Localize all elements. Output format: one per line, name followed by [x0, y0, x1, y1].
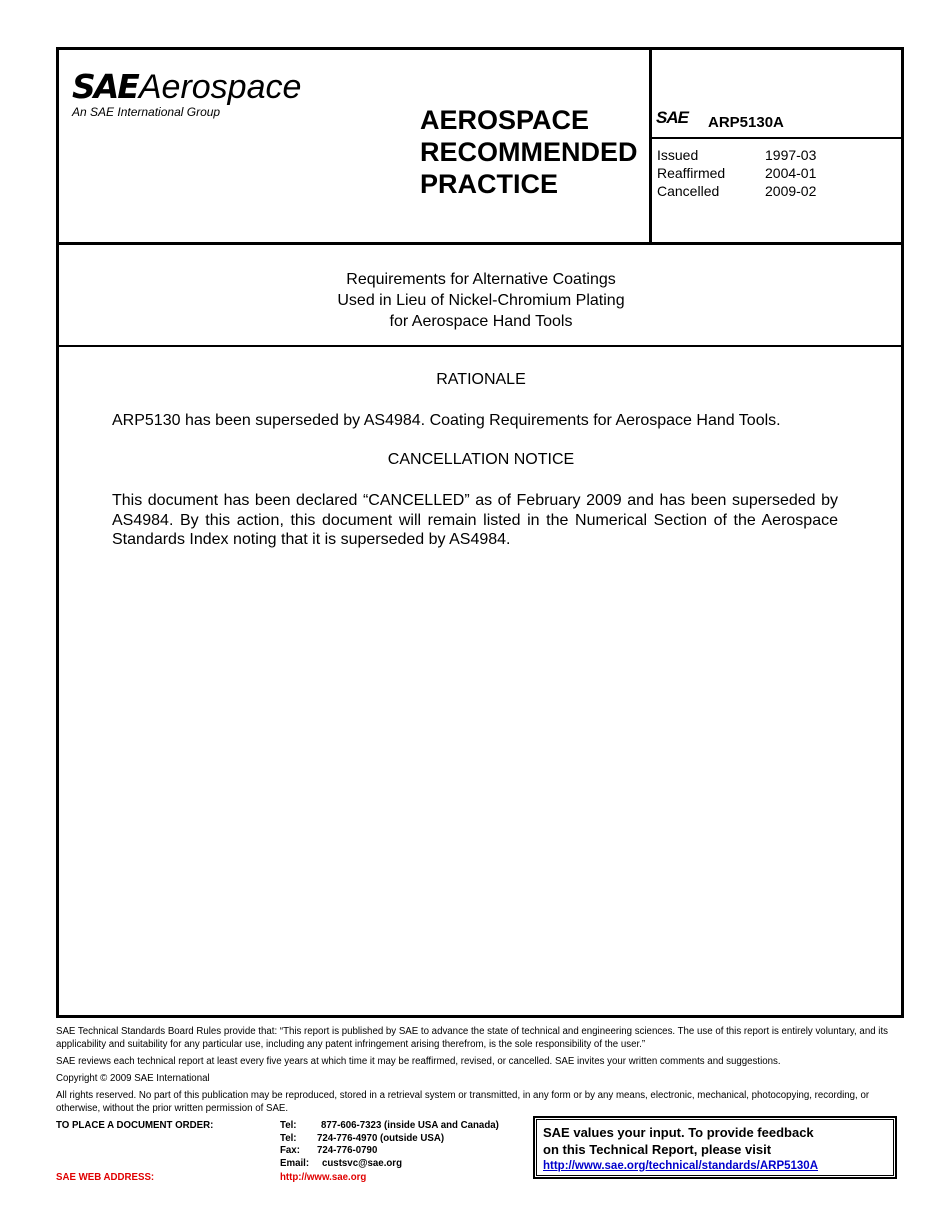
document-title: [60, 269, 902, 332]
date-row: [657, 164, 816, 182]
date-label: Reaffirmed: [657, 165, 726, 181]
cancellation-text: This document has been declared “CANCELLED” as of February 2009 and has been superseded by AS4984. By this action, this document will remain listed in the Numerical Section of the Aerospace Standards Index noting that it is superseded by AS4984.: [112, 492, 838, 548]
feedback-line: on this Technical Report, please visit: [543, 1142, 772, 1157]
contact-line: [280, 1120, 499, 1133]
title-line: for Aerospace Hand Tools: [389, 313, 573, 330]
web-address-label: SAE WEB ADDRESS:: [56, 1172, 155, 1183]
title-line: Used in Lieu of Nickel-Chromium Plating: [337, 292, 625, 309]
date-row: [657, 146, 816, 164]
doc-type-line: RECOMMENDED: [420, 137, 638, 167]
copyright-notice: Copyright © 2009 SAE International: [56, 1073, 210, 1084]
title-divider: [59, 345, 904, 347]
date-value: 2009-02: [765, 183, 817, 199]
logo-tagline: An SAE International Group: [72, 105, 221, 119]
date-value: 1997-03: [765, 147, 817, 163]
date-label: Cancelled: [657, 183, 720, 199]
doc-type-line: AEROSPACE: [420, 105, 590, 135]
document-number: ARP5130A: [708, 114, 784, 131]
cancellation-heading: CANCELLATION NOTICE: [387, 451, 575, 468]
contact-line: [280, 1133, 499, 1146]
contact-value: 724-776-0790: [317, 1145, 378, 1156]
date-value: 2004-01: [765, 165, 817, 181]
rationale-text: ARP5130 has been superseded by AS4984. Coating Requirements for Aerospace Hand Tools.: [112, 412, 781, 429]
review-note: SAE reviews each technical report at least every five years at which time it may be reaffirmed, revised, or cancelled. SAE invites your written comments and suggestions.: [56, 1056, 781, 1067]
document-dates: [657, 146, 816, 200]
doc-type-line: PRACTICE: [420, 169, 559, 199]
docnum-divider: [652, 137, 904, 139]
date-row: [657, 182, 816, 200]
contact-value: 724-776-4970 (outside USA): [317, 1132, 445, 1144]
contact-line: [280, 1145, 499, 1158]
board-rules-note: SAE Technical Standards Board Rules provide that: “This report is published by SAE to advance the state of technical and engineering sciences. The use of this report is entirely voluntary, and its applicability and suitability for any particular use, including any patent infringement arising therefrom, is the sole responsibility of the user.”: [56, 1026, 888, 1050]
feedback-line: SAE values your input. To provide feedback: [543, 1125, 814, 1140]
contact-label: Tel:: [280, 1120, 297, 1131]
document-type: [420, 104, 638, 200]
feedback-link[interactable]: http://www.sae.org/technical/standards/ARP5130A: [543, 1160, 819, 1172]
title-line: Requirements for Alternative Coatings: [346, 271, 616, 288]
contact-label: Tel:: [280, 1132, 297, 1144]
contact-label: Fax:: [280, 1145, 300, 1156]
web-address-link[interactable]: http://www.sae.org: [280, 1172, 367, 1183]
sae-aerospace-logo: [72, 67, 302, 119]
contact-value: custsvc@sae.org: [322, 1157, 402, 1169]
feedback-box-inner: [536, 1119, 894, 1176]
rights-notice: All rights reserved. No part of this publication may be reproduced, stored in a retrieval system or transmitted, in any form or by any means, electronic, mechanical, photocopying, recording, or otherwise, without the prior written permission of SAE.: [56, 1090, 870, 1114]
logo-product: Aerospace: [138, 68, 302, 106]
sae-mini-logo: SAE: [656, 108, 688, 127]
order-label: TO PLACE A DOCUMENT ORDER:: [56, 1120, 214, 1131]
rationale-heading: RATIONALE: [436, 371, 526, 388]
header-divider-vertical: [649, 50, 652, 244]
feedback-box: [533, 1116, 897, 1179]
contact-line: [280, 1158, 499, 1171]
logo-brand: SAE: [72, 67, 138, 106]
date-label: Issued: [657, 147, 699, 163]
header-divider: [59, 242, 904, 245]
contact-value: 877-606-7323 (inside USA and Canada): [321, 1120, 499, 1131]
order-contacts: [280, 1120, 499, 1170]
contact-label: Email:: [280, 1157, 310, 1169]
